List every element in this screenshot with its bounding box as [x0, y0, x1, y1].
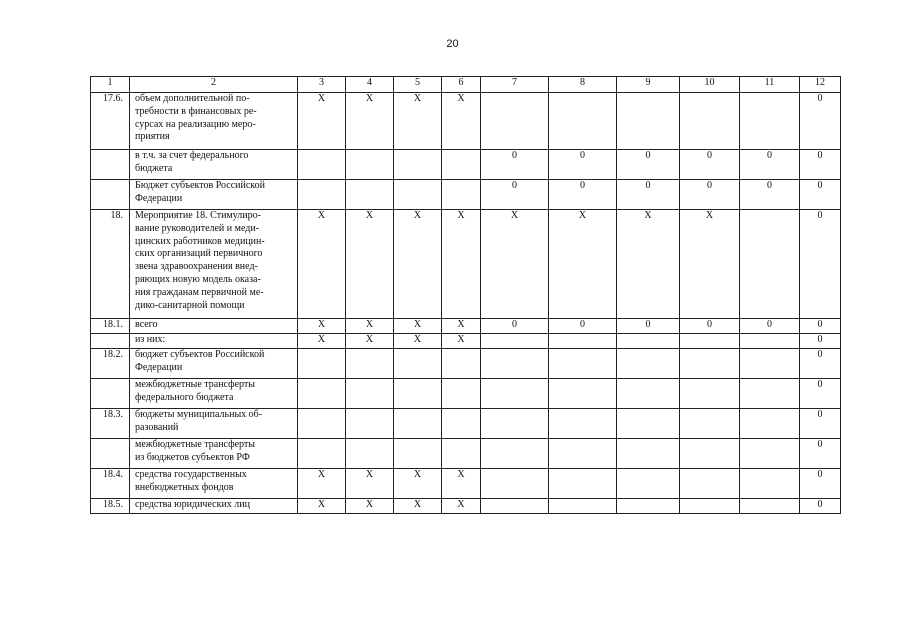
- value-cell: X: [394, 469, 442, 499]
- table-row: [91, 349, 841, 379]
- header-row: [91, 77, 841, 93]
- value-cell: [617, 439, 680, 469]
- value-cell: 0: [549, 150, 617, 180]
- description-line: средства юридических лиц: [135, 499, 250, 510]
- table-row: [91, 439, 841, 469]
- header-cell: 12: [800, 77, 841, 93]
- description-line: Федерации: [135, 361, 183, 373]
- value-cell: 0: [617, 150, 680, 180]
- row-number-cell: 18.3.: [91, 409, 130, 439]
- table-row: [91, 319, 841, 334]
- value-cell: [298, 409, 346, 439]
- budget-table: [90, 76, 841, 514]
- value-cell: [394, 180, 442, 210]
- value-cell: X: [346, 499, 394, 514]
- header-cell: 6: [442, 77, 481, 93]
- value-cell: X: [394, 319, 442, 334]
- header-cell: 8: [549, 77, 617, 93]
- value-cell: X: [298, 93, 346, 150]
- value-cell: [617, 409, 680, 439]
- value-cell: 0: [481, 150, 549, 180]
- page-number: 20: [446, 38, 459, 50]
- value-cell: [740, 334, 800, 349]
- value-cell: [549, 93, 617, 150]
- value-cell: [740, 499, 800, 514]
- value-cell: [394, 379, 442, 409]
- description-line: звена здравоохранения внед-: [135, 261, 258, 273]
- row-description-cell: [130, 210, 298, 319]
- header-cell: 2: [130, 77, 298, 93]
- value-cell: [442, 409, 481, 439]
- value-cell: X: [298, 499, 346, 514]
- value-cell: 0: [481, 180, 549, 210]
- value-cell: 0: [800, 180, 841, 210]
- value-cell: [442, 379, 481, 409]
- value-cell: [617, 379, 680, 409]
- value-cell: [740, 439, 800, 469]
- value-cell: [481, 469, 549, 499]
- value-cell: [740, 469, 800, 499]
- value-cell: X: [298, 319, 346, 334]
- row-description-cell: [130, 319, 298, 334]
- header-cell: 7: [481, 77, 549, 93]
- header-cell: 11: [740, 77, 800, 93]
- value-cell: 0: [800, 334, 841, 349]
- value-cell: [680, 334, 740, 349]
- description-line: Мероприятие 18. Стимулиро-: [135, 210, 261, 221]
- row-description-cell: [130, 379, 298, 409]
- value-cell: 0: [680, 180, 740, 210]
- value-cell: X: [442, 469, 481, 499]
- table-row: [91, 334, 841, 349]
- value-cell: X: [481, 210, 549, 319]
- value-cell: X: [298, 334, 346, 349]
- value-cell: X: [394, 93, 442, 150]
- row-number-cell: [91, 334, 130, 349]
- row-description-cell: [130, 469, 298, 499]
- value-cell: 0: [617, 319, 680, 334]
- header-cell: 1: [91, 77, 130, 93]
- value-cell: [346, 150, 394, 180]
- value-cell: 0: [800, 319, 841, 334]
- value-cell: [680, 349, 740, 379]
- row-number-cell: 18.5.: [91, 499, 130, 514]
- value-cell: 0: [800, 150, 841, 180]
- description-line: требности в финансовых ре-: [135, 105, 257, 117]
- value-cell: 0: [481, 319, 549, 334]
- value-cell: [549, 499, 617, 514]
- value-cell: 0: [800, 210, 841, 319]
- row-description-cell: [130, 349, 298, 379]
- description-line: ряющих новую модель оказа-: [135, 273, 261, 285]
- header-cell: 4: [346, 77, 394, 93]
- value-cell: [680, 439, 740, 469]
- description-line: разований: [135, 421, 179, 433]
- description-line: межбюджетные трансферты: [135, 439, 255, 450]
- description-line: ния гражданам первичной ме-: [135, 286, 264, 298]
- value-cell: [481, 334, 549, 349]
- value-cell: 0: [800, 409, 841, 439]
- value-cell: [549, 349, 617, 379]
- value-cell: [549, 469, 617, 499]
- value-cell: [481, 409, 549, 439]
- value-cell: 0: [617, 180, 680, 210]
- value-cell: [298, 379, 346, 409]
- value-cell: [680, 469, 740, 499]
- value-cell: [481, 349, 549, 379]
- value-cell: X: [617, 210, 680, 319]
- value-cell: [617, 349, 680, 379]
- value-cell: 0: [800, 439, 841, 469]
- header-cell: 10: [680, 77, 740, 93]
- value-cell: 0: [549, 180, 617, 210]
- value-cell: 0: [800, 349, 841, 379]
- value-cell: [481, 439, 549, 469]
- value-cell: [680, 499, 740, 514]
- table-row: [91, 180, 841, 210]
- row-description-cell: [130, 93, 298, 150]
- value-cell: [346, 409, 394, 439]
- value-cell: [346, 379, 394, 409]
- header-cell: 9: [617, 77, 680, 93]
- table-row: [91, 379, 841, 409]
- description-line: межбюджетные трансферты: [135, 379, 255, 390]
- description-line: ских организаций первичного: [135, 248, 263, 260]
- value-cell: X: [346, 334, 394, 349]
- value-cell: [549, 379, 617, 409]
- value-cell: [740, 349, 800, 379]
- value-cell: [740, 379, 800, 409]
- row-number-cell: [91, 439, 130, 469]
- description-line: из бюджетов субъектов РФ: [135, 451, 250, 463]
- description-line: в т.ч. за счет федерального: [135, 150, 249, 161]
- row-number-cell: 18.4.: [91, 469, 130, 499]
- value-cell: [394, 349, 442, 379]
- value-cell: X: [394, 210, 442, 319]
- value-cell: 0: [549, 319, 617, 334]
- table-row: [91, 210, 841, 319]
- description-line: сурсах на реализацию меро-: [135, 118, 256, 130]
- value-cell: [549, 439, 617, 469]
- value-cell: [680, 379, 740, 409]
- description-line: из них:: [135, 334, 166, 345]
- value-cell: 0: [680, 319, 740, 334]
- description-line: федерального бюджета: [135, 391, 234, 403]
- value-cell: X: [394, 499, 442, 514]
- description-line: всего: [135, 319, 158, 330]
- value-cell: X: [442, 93, 481, 150]
- value-cell: [442, 150, 481, 180]
- description-line: Федерации: [135, 192, 183, 204]
- value-cell: X: [346, 469, 394, 499]
- value-cell: [346, 349, 394, 379]
- table-row: [91, 409, 841, 439]
- value-cell: 0: [740, 180, 800, 210]
- value-cell: X: [549, 210, 617, 319]
- value-cell: [680, 409, 740, 439]
- description-line: дико-санитарной помощи: [135, 299, 245, 311]
- value-cell: X: [298, 469, 346, 499]
- value-cell: 0: [800, 469, 841, 499]
- table-row: [91, 150, 841, 180]
- description-line: бюджет субъектов Российской: [135, 349, 265, 360]
- value-cell: 0: [680, 150, 740, 180]
- value-cell: [442, 349, 481, 379]
- description-line: внебюджетных фондов: [135, 481, 234, 493]
- header-cell: 3: [298, 77, 346, 93]
- value-cell: [549, 409, 617, 439]
- value-cell: X: [394, 334, 442, 349]
- description-line: Бюджет субъектов Российской: [135, 180, 265, 191]
- value-cell: 0: [800, 499, 841, 514]
- value-cell: [481, 93, 549, 150]
- value-cell: 0: [740, 150, 800, 180]
- row-number-cell: [91, 150, 130, 180]
- value-cell: X: [442, 319, 481, 334]
- value-cell: [617, 93, 680, 150]
- row-number-cell: [91, 379, 130, 409]
- row-number-cell: 18.2.: [91, 349, 130, 379]
- table-row: [91, 93, 841, 150]
- value-cell: [442, 439, 481, 469]
- value-cell: [394, 439, 442, 469]
- row-number-cell: 18.: [91, 210, 130, 319]
- row-number-cell: [91, 180, 130, 210]
- value-cell: X: [346, 319, 394, 334]
- description-line: цинских работников медицин-: [135, 235, 265, 247]
- value-cell: [481, 499, 549, 514]
- value-cell: X: [442, 210, 481, 319]
- value-cell: 0: [740, 319, 800, 334]
- row-description-cell: [130, 150, 298, 180]
- row-description-cell: [130, 499, 298, 514]
- value-cell: [298, 439, 346, 469]
- value-cell: [346, 439, 394, 469]
- value-cell: [680, 93, 740, 150]
- value-cell: X: [346, 93, 394, 150]
- table-row: [91, 469, 841, 499]
- value-cell: [740, 93, 800, 150]
- value-cell: [394, 150, 442, 180]
- value-cell: [740, 210, 800, 319]
- value-cell: [740, 409, 800, 439]
- description-line: объем дополнительной по-: [135, 93, 250, 104]
- description-line: вание руководителей и меди-: [135, 222, 260, 234]
- value-cell: [298, 349, 346, 379]
- value-cell: X: [680, 210, 740, 319]
- row-description-cell: [130, 439, 298, 469]
- value-cell: [481, 379, 549, 409]
- value-cell: X: [442, 334, 481, 349]
- value-cell: 0: [800, 93, 841, 150]
- value-cell: X: [442, 499, 481, 514]
- header-cell: 5: [394, 77, 442, 93]
- value-cell: [617, 334, 680, 349]
- value-cell: [394, 409, 442, 439]
- value-cell: X: [346, 210, 394, 319]
- description-line: приятия: [135, 131, 170, 143]
- table-body: [91, 77, 841, 514]
- value-cell: [442, 180, 481, 210]
- row-number-cell: 17.6.: [91, 93, 130, 150]
- description-line: бюджеты муниципальных об-: [135, 409, 263, 420]
- row-number-cell: 18.1.: [91, 319, 130, 334]
- row-description-cell: [130, 334, 298, 349]
- value-cell: [298, 150, 346, 180]
- value-cell: [617, 469, 680, 499]
- value-cell: [298, 180, 346, 210]
- description-line: бюджета: [135, 162, 173, 174]
- description-line: средства государственных: [135, 469, 247, 480]
- value-cell: [346, 180, 394, 210]
- table-row: [91, 499, 841, 514]
- value-cell: [549, 334, 617, 349]
- value-cell: X: [298, 210, 346, 319]
- value-cell: [617, 499, 680, 514]
- row-description-cell: [130, 409, 298, 439]
- value-cell: 0: [800, 379, 841, 409]
- row-description-cell: [130, 180, 298, 210]
